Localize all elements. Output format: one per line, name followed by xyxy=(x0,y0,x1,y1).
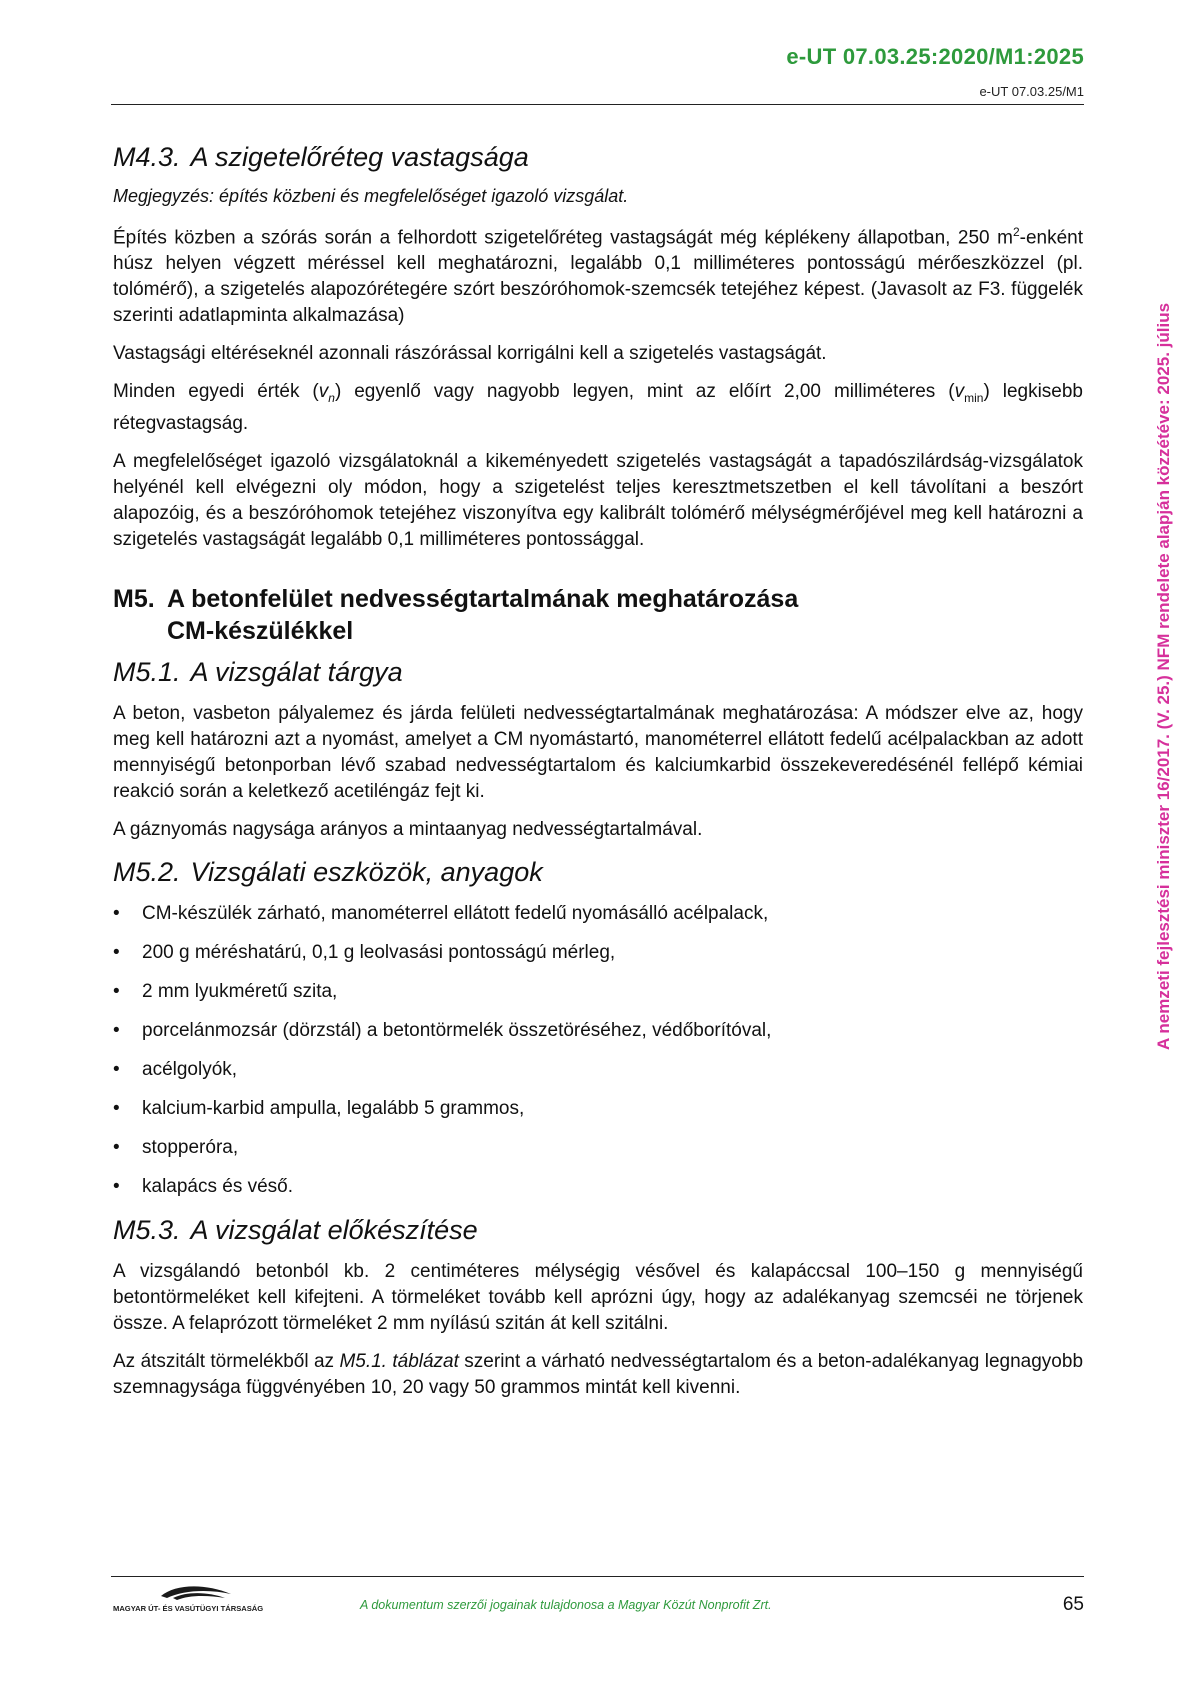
document-subcode: e-UT 07.03.25/M1 xyxy=(979,84,1084,99)
chapter-heading xyxy=(113,583,1083,647)
bullet-icon: • xyxy=(113,981,120,1003)
equipment-list xyxy=(113,901,1083,1200)
bullet-icon: • xyxy=(113,1176,120,1198)
copyright-notice: A dokumentum szerzői jogainak tulajdonosa a Magyar Közút Nonprofit Zrt. xyxy=(360,1598,772,1612)
bullet-icon: • xyxy=(113,1020,120,1042)
section-number: M4.3. xyxy=(113,142,181,172)
header-divider xyxy=(111,104,1084,105)
logo-text: MAGYAR ÚT- ÉS VASÚTÜGYI TÁRSASÁG xyxy=(113,1604,263,1613)
section-title: Vizsgálati eszközök, anyagok xyxy=(190,857,543,888)
section-title: A vizsgálat előkészítése xyxy=(190,1215,478,1246)
paragraph: Minden egyedi érték $(v_n)$ egyenlő vagy nagyobb legyen, mint az előírt 2,00 milliméteres $(v_{min})$ legkisebb rétegvastagság. xyxy=(113,381,1084,435)
paragraph: Vastagsági eltéréseknél azonnali rászórással korrigálni kell a szigetelés vastagságát. xyxy=(113,343,827,365)
section-heading xyxy=(113,140,1083,174)
footer-divider xyxy=(111,1576,1084,1577)
chapter-number: M5. xyxy=(113,585,155,614)
table-reference: M5.1. táblázat xyxy=(339,1351,459,1373)
section-heading xyxy=(113,1213,1083,1247)
bullet-icon: • xyxy=(113,942,120,964)
list-item: • 2 mm lyukméretű szita, xyxy=(113,979,1083,1005)
section-m5-2 xyxy=(113,855,1083,1200)
document-code: e-UT 07.03.25:2020/M1:2025 xyxy=(786,44,1084,69)
page-number: 65 xyxy=(1062,1594,1084,1615)
paragraph: A vizsgálandó betonból kb. 2 centiméteres mélységig vésővel és kalapáccsal 100–150 g mennyiségű betontörmeléket kell kifejteni. A törmeléket tovább kell aprózni úgy, hogy az adalékanyag szemcséi ne törjenek össze. A felaprózott törmeléket 2 mm nyílású szitán át kell szitálni. xyxy=(113,1261,1083,1335)
chapter-title-line1: A betonfelület nedvességtartalmának meghatározása xyxy=(167,585,799,614)
section-title: A vizsgálat tárgya xyxy=(190,657,403,688)
society-logo-icon xyxy=(113,1584,263,1614)
section-m4-3 xyxy=(113,140,1083,553)
section-heading xyxy=(113,855,1083,889)
section-number: M5.1. xyxy=(113,657,181,688)
bullet-icon: • xyxy=(113,903,120,925)
paragraph: Építés közben a szórás során a felhordott szigetelőréteg vastagságát még képlékeny állapotban, 250 $m^2$-enként húsz helyen végzett méréssel kell meghatározni, legalább 0,1 milliméteres pontosságú mérőeszközzel (pl. tolómérő), a szigetelés alapozórétegére szórt beszóróhomok-szemcsék tetejéhez képest. (Javasolt az F3. függelék szerinti adatlapminta alkalmazása) xyxy=(113,225,1083,327)
list-item: • CM-készülék zárható, manométerrel ellátott fedelű nyomásálló acélpalack, xyxy=(113,901,1083,927)
paragraph: Az átszitált törmelékből az M5.1. táblázat szerint a várható nedvességtartalom és a beton-adalékanyag legnagyobb szemnagysága függvényében 10, 20 vagy 50 grammos mintát kell kivenni. xyxy=(113,1351,1084,1399)
list-item: • kalapács és véső. xyxy=(113,1174,1083,1200)
paragraph: A gáznyomás nagysága arányos a mintaanyag nedvességtartalmával. xyxy=(113,819,703,841)
publication-side-note: A nemzeti fejlesztési miniszter 16/2017. (V. 25.) NFM rendelete alapján közzétéve: 2025. július xyxy=(1154,302,1173,1050)
list-item: • kalcium-karbid ampulla, legalább 5 grammos, xyxy=(113,1096,1083,1122)
paragraph: A megfelelőséget igazoló vizsgálatoknál a kikeményedett szigetelés vastagságát a tapadószilárdság-vizsgálatok helyénél kell elvégezni oly módon, hogy a szigetelést teljes keresztmetszetben el kell távolítani a beszórt alapozóig, és a beszóróhomok tetejéhez viszonyítva egy kalibrált tolómérő mélységmérőjével meg kell határozni a szigetelés vastagságát legalább 0,1 milliméteres pontossággal. xyxy=(113,451,1083,551)
chapter-title-line2: CM-készülékkel xyxy=(167,617,354,646)
list-item: • stopperóra, xyxy=(113,1135,1083,1161)
bullet-icon: • xyxy=(113,1059,120,1081)
list-item: • acélgolyók, xyxy=(113,1057,1083,1083)
section-note: Megjegyzés: építés közbeni és megfelelőséget igazoló vizsgálat. xyxy=(113,186,629,206)
section-heading xyxy=(113,655,1083,689)
section-number: M5.2. xyxy=(113,857,181,888)
section-m5 xyxy=(113,583,1083,647)
page-content xyxy=(113,140,1083,1413)
list-item: • porcelánmozsár (dörzstál) a betontörmelék összetöréséhez, védőborítóval, xyxy=(113,1018,1083,1044)
list-item: • 200 g méréshatárú, 0,1 g leolvasási pontosságú mérleg, xyxy=(113,940,1083,966)
section-m5-3 xyxy=(113,1213,1083,1401)
paragraph: A beton, vasbeton pályalemez és járda felületi nedvességtartalmának meghatározása: A módszer elve az, hogy meg kell határozni azt a nyomást, amelyet a CM nyomástartó, manométerrel ellátott fedelű acélpalackban az adott mennyiségű betonporban lévő szabad nedvességtartalom és kalciumkarbid összekeveredésénél fellépő kémiai reakció során a keletkező acetiléngáz fejt ki. xyxy=(113,703,1083,803)
section-title: A szigetelőréteg vastagsága xyxy=(190,142,529,172)
section-number: M5.3. xyxy=(113,1215,181,1246)
section-m5-1 xyxy=(113,655,1083,843)
bullet-icon: • xyxy=(113,1098,120,1120)
bullet-icon: • xyxy=(113,1137,120,1159)
